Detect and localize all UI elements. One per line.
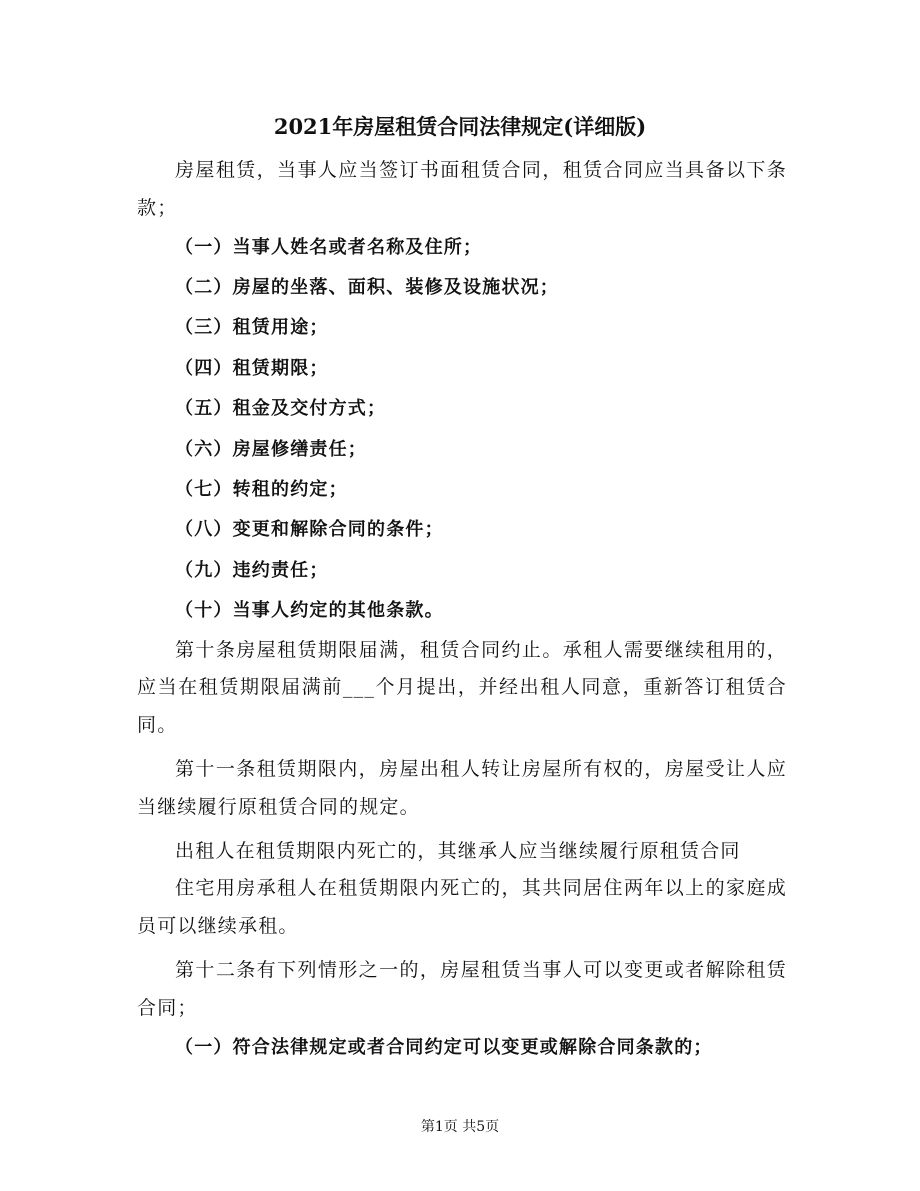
clause-item: （十）当事人约定的其他条款。 (175, 600, 444, 622)
clause-item: （三）租赁用途； (175, 317, 329, 339)
clause-list (137, 228, 787, 632)
document-title: 2021年房屋租赁合同法律规定(详细版) (273, 114, 647, 139)
clause-item: （二）房屋的坐落、面积、装修及设施状况； (175, 277, 559, 298)
clause-item: （五）租金及交付方式； (175, 398, 387, 420)
clause-item: （一）当事人姓名或者名称及住所； (175, 236, 483, 258)
article-11-paragraph: 第十一条租赁期限内，房屋出租人转让房屋所有权的，房屋受让人应当继续履行原租赁合同的规定。 (137, 758, 787, 818)
page-indicator: 第1页 共5页 (420, 1119, 500, 1135)
article-12-paragraph: 第十二条有下列情形之一的，房屋租赁当事人可以变更或者解除租赁合同； (137, 959, 787, 1019)
clause-item: （六）房屋修缮责任； (175, 438, 367, 460)
document-body (137, 152, 787, 1068)
clause-item: （九）违约责任； (175, 559, 329, 581)
article-10-paragraph: 第十条房屋租赁期限届满，租赁合同约止。承租人需要继续租用的，应当在租赁期限届满前___个月提出，并经出租人同意，重新答订租赁合同。 (137, 638, 787, 737)
clause-item: （七）转租的约定； (175, 479, 348, 501)
lessor-death-paragraph: 出租人在租赁期限内死亡的，其继承人应当继续履行原租赁合同 (175, 839, 741, 862)
lessee-death-paragraph: 住宅用房承租人在租赁期限内死亡的，其共同居住两年以上的家庭成员可以继续承租。 (137, 877, 787, 938)
clause-item: （四）租赁期限； (175, 357, 329, 379)
article-12-item-1: （一）符合法律规定或者合同约定可以变更或解除合同条款的； (175, 1036, 713, 1058)
intro-paragraph: 房屋租赁，当事人应当签订书面租赁合同，租赁合同应当具备以下条款； (137, 159, 787, 219)
clause-item: （八）变更和解除合同的条件； (175, 519, 444, 541)
